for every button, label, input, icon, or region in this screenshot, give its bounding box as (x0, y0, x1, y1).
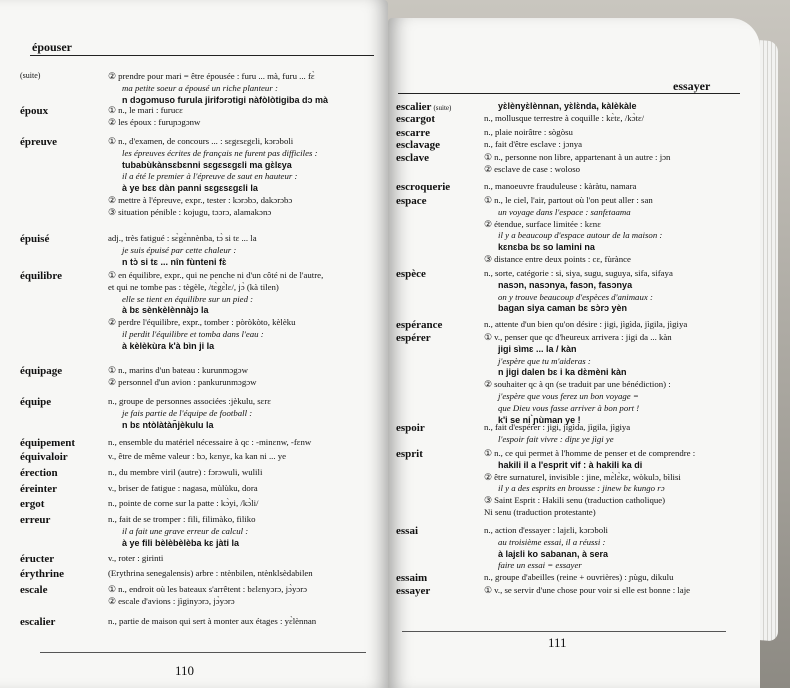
definition-line: ① n., personne non libre, appartenant à un autre : jɔn (484, 152, 671, 162)
definition-line: ① n., ce qui permet à l'homme de penser et de comprendre : (484, 448, 696, 458)
definition-line: ② esclave de case : woloso (484, 163, 581, 174)
entry-headword: esclavage (396, 139, 440, 151)
definition-line: n., fait d'espérer : jigi, jìgìda, jìgila, jìgiya (484, 422, 631, 432)
entry-headword: équilibre (20, 270, 62, 282)
definition-line: ② étendue, surface limitée : kɛnɛ (484, 218, 601, 229)
example-line: faire un essai = essayer (498, 560, 582, 571)
entry-headword: épuisé (20, 233, 50, 245)
entry-headword: éructer (20, 553, 55, 565)
entry-headword: escalier (20, 616, 56, 628)
definition-line: n., partie de maison qui sert à monter aux étages : yɛ̀lènnan (108, 616, 317, 626)
definition-line: Ni senu (traduction protestante) (484, 507, 596, 517)
entry-headword: escalier (suite) (396, 101, 452, 113)
page-number-left: 110 (175, 663, 195, 678)
entry-headword: équipe (20, 396, 52, 408)
definition-line: ① n., le mari : furucɛ (108, 105, 183, 115)
translation-line: kɛnɛba bɛ so lamini na (498, 242, 595, 253)
definition-line: n., action d'essayer : lajɛli, kɔrɔboli (484, 525, 608, 535)
entry-headword: essaim (396, 572, 428, 584)
definition-line: ② perdre l'équilibre, expr., tomber : pòròkòto, kèlèku (108, 317, 296, 328)
definition-line: ① en équilibre, expr., qui ne penche ni d'un côté ni de l'autre, (108, 270, 324, 280)
example-line: j'espère que tu m'aideras : (498, 355, 591, 366)
definition-line: ② souhaiter qc à qn (se traduit par une bénédiction) : (484, 379, 671, 390)
definition-line: ③ situation pénible : kojugu, tɔɔrɔ, alamakɔnɔ (108, 206, 272, 217)
example-line: ma petite soeur a épousé un riche planteur : (122, 82, 278, 93)
example-line: j'espère que vous ferez un bon voyage = (498, 391, 639, 401)
translation-line: nasɔn, nasɔnya, fasɔn, fasɔnya (498, 279, 633, 290)
entry-headword: espérer (396, 332, 431, 344)
example-line: je fais partie de l'équipe de football : (122, 407, 253, 418)
definition-line: n., du membre viril (autre) : fɔrɔwuli, wulili (108, 467, 263, 477)
definition-line: et qui ne tombe pas : tègèle, /tɛ̀gɛ̀lɛ/, jɔ̀ (kà tilen) (108, 281, 279, 292)
entry-headword: escargot (396, 113, 436, 125)
definition-line: ③ Saint Esprit : Hakili senu (traduction catholique) (484, 495, 666, 506)
entry-headword: espace (396, 195, 427, 207)
example-line: il y a des esprits en brousse : jinew bɛ kungo rɔ (498, 483, 665, 494)
entry-headword: équipement (20, 437, 75, 449)
entry-headword: espoir (396, 422, 425, 434)
definition-line: ③ distance entre deux points : cɛ, fùrànce (484, 254, 631, 264)
footer-rule-left (40, 652, 366, 653)
translation-line: tubabùkànsɛbɛnni sɛgɛsɛgɛli ma gɛ̀lɛya (122, 159, 292, 170)
example-line: il a fait une grave erreur de calcul : (122, 525, 249, 536)
example-line: elle se tient en équilibre sur un pied : (122, 293, 254, 304)
translation-line: n tɔ̀ si tɛ ... nîn fùnteni fɛ̀ (122, 256, 227, 267)
entry-headword: épreuve (20, 136, 58, 148)
page-header-right: essayer (673, 79, 711, 93)
example-line: l'espoir fait vivre : diɲɛ ye jìgi ye (498, 433, 614, 444)
entry-headword: essai (396, 525, 418, 537)
page-header-left: épouser (32, 40, 72, 54)
definition-line: n., groupe d'abeilles (reine + ouvrières) : ɲùgu, dikulu (484, 572, 674, 582)
definition-line: ② escale d'avions : jìginyɔrɔ, jɔ̀yɔrɔ (108, 595, 235, 606)
translation-line: à kèlèkùra k'à bìn ji la (122, 340, 215, 351)
definition-line: n., fait d'être esclave : jɔnya (484, 139, 583, 149)
translation-line: à bɛ sènkèlènnàjɔ la (122, 305, 209, 316)
footer-rule-right (402, 631, 726, 632)
example-line: on y trouve beaucoup d'espèces d'animaux : (498, 291, 653, 302)
translation-line: jigi sìmɛ ... la / kàn (498, 343, 577, 354)
example-line: que Dieu vous fasse arriver à bon port ! (498, 402, 640, 413)
definition-line: v., roter : girinti (108, 553, 164, 563)
definition-line: ① n., marins d'un bateau : kurunmɔgɔw (108, 365, 248, 375)
entry-headword: (suite) (20, 71, 41, 80)
entry-headword: équivaloir (20, 451, 68, 463)
example-line: il perdit l'équilibre et tomba dans l'eau : (122, 329, 264, 339)
entry-headword: espérance (396, 319, 443, 331)
translation-line: n jigi dalen bɛ i ka dɛ̀mèni kàn (498, 367, 627, 378)
definition-line: n., ensemble du matériel nécessaire à qc : -minɛnw, -fɛnw (108, 437, 312, 447)
entry-headword: esprit (396, 448, 423, 460)
translation-line: à ye fili bèlèbèlèba kɛ jàti la (122, 537, 240, 548)
definition-line: n., manoeuvre frauduleuse : kàràtu, namara (484, 181, 637, 191)
example-line: il y a beaucoup d'espace autour de la maison : (498, 230, 663, 241)
definition-line: n., fait de se tromper : fili, filimàko, filiko (108, 514, 256, 524)
translation-line: n bɛ ntòlàtàn̄jèkulu la (122, 419, 214, 430)
entry-headword: esclave (396, 152, 429, 164)
translation-line: à ye bɛɛ dàn panni sɛgɛsɛgɛli la (122, 183, 258, 194)
entry-headword: espèce (396, 268, 426, 280)
translation-line: yɛ̀lènyɛ̀lènnan, yɛ̀lɛ̀nda, kàlèkàle (498, 101, 637, 111)
definition-line: ① v., se servir d'une chose pour voir si elle est bonne : laje (484, 585, 691, 595)
definition-line: ① n., d'examen, de concours ... : sɛgɛsɛgɛli, kɔrɔboli (108, 136, 294, 146)
definition-line: (Erythrina senegalensis) arbre : ntènbilen, ntènklsèdabilen (108, 568, 313, 578)
definition-line: ② mettre à l'épreuve, expr., tester : kɔrɔbɔ, dakɔrɔbɔ (108, 195, 293, 205)
definition-line: adj., très fatigué : sɛ̀gɛ̀nnènba, tɔ̀ si tɛ ... la (108, 233, 257, 243)
entry-headword: escarre (396, 127, 430, 139)
definition-line: v., être de même valeur : bɔ, kɛnyɛ, ka kan ni ... ye (108, 451, 287, 461)
definition-line: n., sorte, catégorie : si, siya, sugu, suguya, sifa, sifaya (484, 268, 673, 278)
translation-line: k'i se ni ̀ɲùman ye ! (498, 414, 581, 425)
definition-line: ① n., le ciel, l'air, partout où l'on peut aller : san (484, 195, 653, 205)
definition-line: ② être surnaturel, invisible : jine, mɛ̀lɛ̀kɛ, wòkulɔ, bìlisi (484, 471, 681, 482)
definition-line: ① v., penser que qc d'heureux arrivera : jigi da ... kàn (484, 332, 672, 342)
entry-suffix: (suite) (433, 104, 452, 112)
right-page (388, 18, 760, 688)
example-line: un voyage dans l'espace : sanfɛtaama (498, 206, 631, 217)
definition-line: v., briser de fatigue : nagasa, mùlùku, dora (108, 483, 258, 493)
left-page (0, 0, 388, 688)
entry-headword: érythrine (20, 568, 64, 580)
entry-headword: ergot (20, 498, 45, 510)
definition-line: n., plaie noirâtre : sògòsu (484, 127, 573, 137)
translation-line: bagan siya caman bɛ sɔ̀rɔ yèn (498, 303, 628, 314)
definition-line: n., groupe de personnes associées :jèkulu, sɛrɛ (108, 396, 272, 406)
header-rule-left (30, 55, 374, 56)
page-number-right: 111 (548, 635, 567, 650)
definition-line: n., attente d'un bien qu'on désire : jigi, jìgìda, jìgila, jìgiya (484, 319, 688, 329)
translation-line: hakili il a l'esprit vif : à hakili ka di (498, 459, 643, 470)
definition-line: n., pointe de corne sur la patte : kɔ̀yi, /kɔ̀li/ (108, 498, 259, 508)
example-line: il a été le premier à l'épreuve de saut en hauteur : (122, 171, 298, 182)
definition-line: ② prendre pour mari = être épousée : furu ... mà, furu ... fɛ̀ (108, 71, 315, 81)
example-line: je suis épuisé par cette chaleur : (122, 244, 237, 255)
entry-headword: escroquerie (396, 181, 451, 193)
definition-line: ① n., endroit où les bateaux s'arrêtent : bɛlɛnyɔrɔ, jɔ̀yɔrɔ (108, 584, 308, 594)
example-line: au troisième essai, il a réussi : (498, 536, 606, 547)
entry-headword: essayer (396, 585, 431, 597)
entry-headword: éreinter (20, 483, 58, 495)
definition-line: n., mollusque terrestre à coquille : kɛ̀tɛ, /kɔ̀tɛ/ (484, 113, 645, 123)
entry-headword: escale (20, 584, 48, 596)
entry-headword: erreur (20, 514, 51, 526)
definition-line: ② personnel d'un avion : pankurunmɔgɔw (108, 376, 257, 387)
example-line: les épreuves écrites de français ne furent pas difficiles : (122, 147, 318, 158)
entry-headword: érection (20, 467, 58, 479)
entry-headword: époux (20, 105, 49, 117)
translation-line: n dɔgɔmuso furula jirifɔrɔtigi nàfòlòtigiba dɔ mà (122, 94, 329, 105)
translation-line: à lajɛli ko sabanan, à sera (498, 548, 609, 559)
header-rule-right (398, 93, 740, 94)
entry-headword: équipage (20, 365, 63, 377)
definition-line: ② les époux : furuɲɔgɔnw (108, 116, 201, 127)
